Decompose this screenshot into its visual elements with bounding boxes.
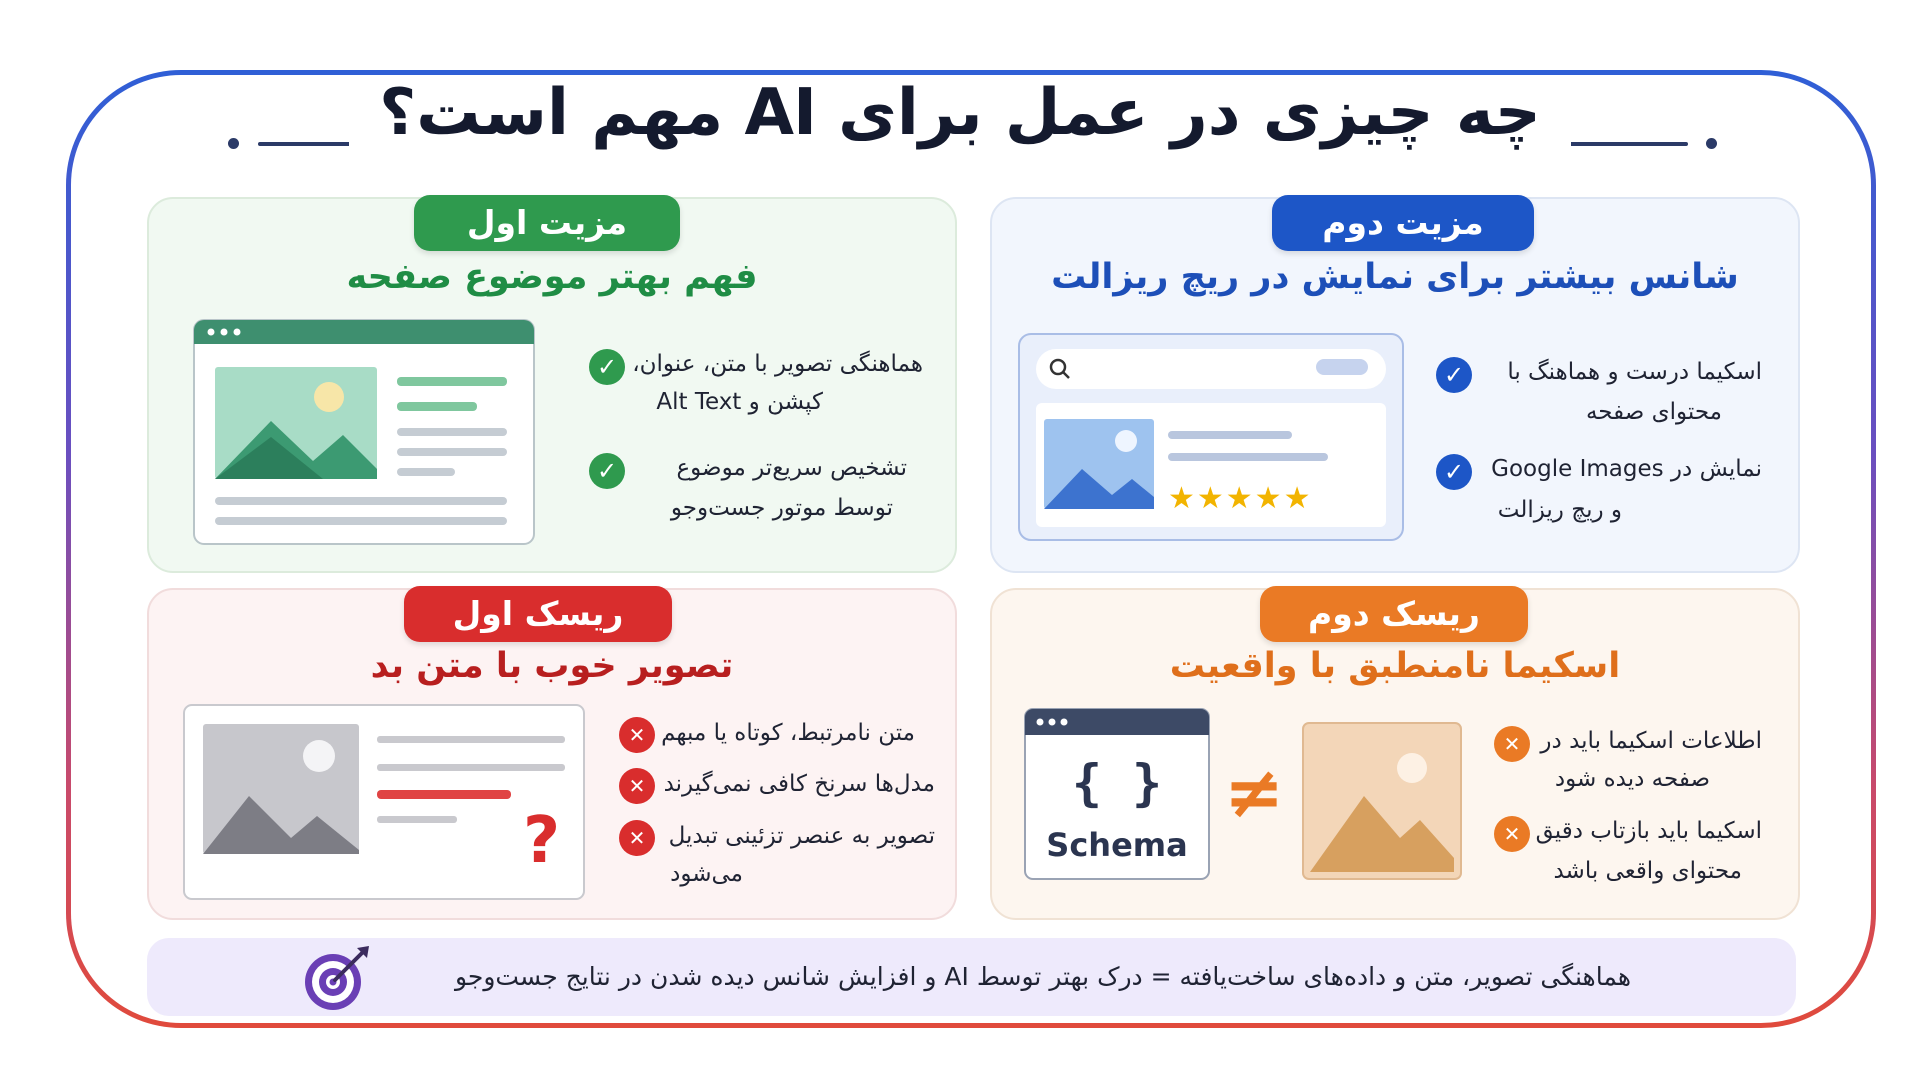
schema-label: Schema xyxy=(1046,826,1188,864)
cross-icon: ✕ xyxy=(1494,726,1530,762)
subtitle-risk-1: تصویر خوب با متن بد xyxy=(370,646,734,686)
check-icon: ✓ xyxy=(589,453,625,489)
card-risk-1 xyxy=(147,588,957,920)
risk-1-point-3b: می‌شود xyxy=(670,861,743,887)
cross-icon: ✕ xyxy=(619,820,655,856)
badge-benefit-1: مزیت اول xyxy=(414,195,680,251)
card-benefit-1 xyxy=(147,197,957,573)
summary-text: هماهنگی تصویر، متن و داده‌های ساخت‌یافته = درک بهتر توسط AI و افزایش شانس دیده شدن در نتایج جست‌وجو xyxy=(454,962,1631,991)
badge-risk-2: ریسک دوم xyxy=(1260,586,1528,642)
risk-1-point-2: مدل‌ها سرنخ کافی نمی‌گیرند xyxy=(663,771,935,797)
summary-bar xyxy=(147,938,1796,1016)
schema-braces: { } xyxy=(1071,754,1163,812)
risk-1-point-3: تصویر به عنصر تزئینی تبدیل xyxy=(668,823,935,849)
benefit-2-point-2b: و ریچ ریزالت xyxy=(1497,497,1622,523)
benefit-1-point-2b: توسط موتور جست‌وجو xyxy=(670,495,893,521)
card-risk-2 xyxy=(990,588,1800,920)
badge-benefit-2: مزیت دوم xyxy=(1272,195,1534,251)
benefit-2-point-2: نمایش در Google Images xyxy=(1491,456,1762,482)
risk-2-point-2b: محتوای واقعی باشد xyxy=(1553,858,1742,884)
webpage-illustration xyxy=(193,319,535,545)
risk-1-point-1: متن نامرتبط، کوتاه یا مبهم xyxy=(661,720,915,746)
check-icon: ✓ xyxy=(1436,454,1472,490)
image-illustration xyxy=(1302,722,1462,880)
check-icon: ✓ xyxy=(589,349,625,385)
cross-icon: ✕ xyxy=(619,768,655,804)
subtitle-risk-2: اسکیما نامنطبق با واقعیت xyxy=(1169,646,1621,686)
benefit-1-point-1: هماهنگی تصویر با متن، عنوان، xyxy=(632,351,923,377)
benefit-2-point-1b: محتوای صفحه xyxy=(1585,399,1722,425)
card-benefit-2 xyxy=(990,197,1800,573)
badge-risk-1: ریسک اول xyxy=(404,586,672,642)
cross-icon: ✕ xyxy=(619,717,655,753)
benefit-1-point-2: تشخیص سریع‌تر موضوع xyxy=(676,455,907,481)
question-mark: ? xyxy=(523,804,561,878)
star-rating: ★★★★★ xyxy=(1168,481,1313,516)
risk-2-point-2: اسکیما باید بازتاب دقیق xyxy=(1535,818,1762,844)
page-title: چه چیزی در عمل برای AI مهم است؟ xyxy=(349,76,1571,150)
subtitle-benefit-1: فهم بهتر موضوع صفحه xyxy=(346,257,758,297)
subtitle-benefit-2: شانس بیشتر برای نمایش در ریچ ریزالت xyxy=(1051,257,1739,297)
not-equal-sign: ≠ xyxy=(1224,750,1285,834)
benefit-2-point-1: اسکیما درست و هماهنگ با xyxy=(1507,359,1762,385)
target-icon xyxy=(299,942,375,1014)
cross-icon: ✕ xyxy=(1494,816,1530,852)
check-icon: ✓ xyxy=(1436,357,1472,393)
risk-2-point-1b: صفحه دیده شود xyxy=(1554,766,1710,792)
benefit-1-point-1b: کپشن و Alt Text xyxy=(656,389,823,415)
risk-2-point-1: اطلاعات اسکیما باید در xyxy=(1540,728,1762,754)
